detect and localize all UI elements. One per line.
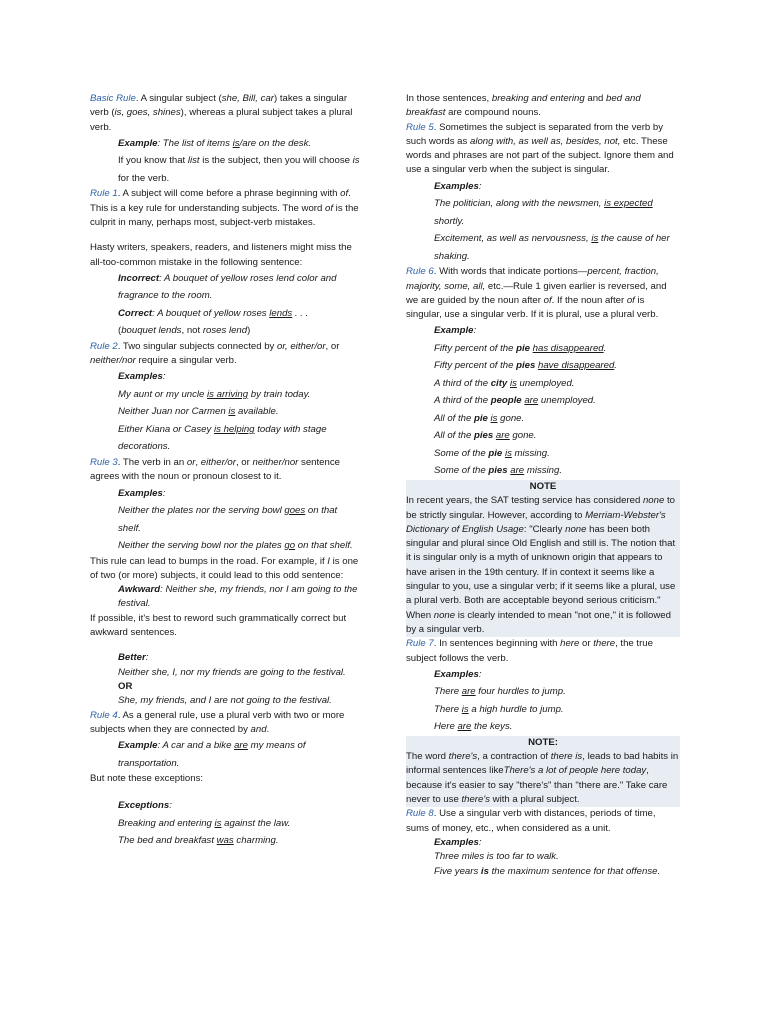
rule-6-example: Fifty percent of the pie has disappeared.: [434, 342, 607, 354]
rule-8-example-1: Three miles is too far to walk.: [434, 851, 559, 863]
rule-4-paragraph: Rule 4. As a general rule, use a plural verb with two or more subjects when they are connected by and.: [90, 709, 345, 735]
rule-2-label: Rule 2: [90, 340, 118, 352]
exception-1: Breaking and entering is against the law.: [118, 817, 291, 829]
rule-7-label: Rule 7: [406, 638, 434, 650]
rule-8-label: Rule 8: [406, 808, 434, 820]
bouquet-note: (bouquet lends, not roses lend): [118, 325, 251, 337]
note-title: NOTE:: [528, 736, 558, 748]
basic-rule-example: Example: The list of items is/are on the desk.: [118, 137, 312, 149]
rule-7-examples-label: Examples:: [434, 668, 482, 680]
rule-3-example-1: Neither the plates nor the serving bowl goes on that shelf.: [118, 505, 338, 534]
correct-example: Correct: A bouquet of yellow roses lends . . .: [118, 307, 309, 319]
rule-5-examples-label: Examples:: [434, 180, 482, 192]
rule-8-example-2: Five years is the maximum sentence for that offense.: [434, 865, 661, 877]
rule-2-example-1: My aunt or my uncle is arriving by train today.: [118, 388, 311, 400]
or-label: OR: [118, 680, 133, 692]
rule-7-example-3: Here are the keys.: [434, 721, 513, 733]
awkward-example: Awkward: Neither she, my friends, nor I am going to the festival.: [118, 584, 358, 610]
rule-8-examples-label: Examples:: [434, 836, 482, 848]
rule-3-label: Rule 3: [90, 456, 118, 468]
left-column: [90, 92, 362, 850]
rule-6-example: All of the pies are gone.: [434, 430, 537, 442]
rule-5-example-1: The politician, along with the newsmen, is expected shortly.: [434, 198, 653, 227]
note-body: In recent years, the SAT testing service has considered none to be strictly singular. However, according to Merriam-Webster's Dictionary of English Usage: "Clearly none has been both singular and plural since Old English and still is. The notion that it is singular only is a myth of unknown origin that appears to have arisen in the 19th century. If in context it seems like a singular to you, use a singular verb; if it seems like a plural, use a plural verb. Both are acceptable beyond serious criticism." When none is clearly intended to mean "not one," it is followed by a singular verb.: [406, 495, 676, 635]
incorrect-example: Incorrect: A bouquet of yellow roses lend color and fragrance to the room.: [118, 272, 337, 302]
rule-7-paragraph: Rule 7. In sentences beginning with here or there, the true subject follows the verb.: [406, 638, 653, 664]
rule-6-label: Rule 6: [406, 266, 434, 278]
rule-5-paragraph: Rule 5. Sometimes the subject is separated from the verb by such words as along with, as well as, besides, not, etc. These words and phrases are not part of the subject. Ignore them and use a singular verb when the subject is singular.: [406, 121, 674, 176]
reword-paragraph: If possible, it's best to reword such grammatically correct but awkward sentences.: [90, 612, 347, 639]
bumps-paragraph: This rule can lead to bumps in the road. For example, if I is one of two (or more) subjects, it could lead to this odd sentence:: [90, 555, 359, 581]
hasty-writers-paragraph: Hasty writers, speakers, readers, and listeners might miss the all-too-common mistake in the following sentence:: [90, 242, 352, 268]
basic-rule-explanation: If you know that list is the subject, then you will choose is for the verb.: [118, 155, 360, 184]
better-label: Better:: [118, 652, 149, 664]
note-box-none: [406, 480, 680, 637]
better-example: Neither she, I, nor my friends are going to the festival.: [118, 666, 346, 678]
right-column: [406, 92, 680, 879]
rule-6-example: A third of the city is unemployed.: [434, 377, 575, 389]
exception-2: The bed and breakfast was charming.: [118, 835, 279, 847]
rule-4-label: Rule 4: [90, 709, 118, 721]
rule-3-examples-label: Examples:: [118, 487, 166, 499]
rule-6-example-label: Example:: [434, 325, 477, 337]
basic-rule-paragraph: Basic Rule. A singular subject (she, Bill, car) takes a singular verb (is, goes, shines), whereas a plural subject takes a plural verb.: [90, 93, 353, 133]
rule-6-example: Fifty percent of the pies have disappeared.: [434, 360, 617, 372]
or-example: She, my friends, and I are not going to the festival.: [118, 695, 332, 707]
rule-6-example: Some of the pies are missing.: [434, 465, 563, 477]
rule-6-example: Some of the pie is missing.: [434, 447, 550, 459]
rule-7-example-1: There are four hurdles to jump.: [434, 686, 566, 698]
exceptions-intro: But note these exceptions:: [90, 773, 204, 785]
note-box-theres: [406, 736, 680, 807]
rule-5-example-2: Excitement, as well as nervousness, is the cause of her shaking.: [434, 233, 670, 262]
note-title: NOTE: [529, 480, 557, 492]
rule-7-example-2: There is a high hurdle to jump.: [434, 703, 564, 715]
rule-8-paragraph: Rule 8. Use a singular verb with distances, periods of time, sums of money, etc., when considered as a unit.: [406, 808, 656, 834]
rule-1-label: Rule 1: [90, 188, 118, 200]
rule-4-example: Example: A car and a bike are my means of transportation.: [118, 740, 306, 769]
rule-2-example-3: Either Kiana or Casey is helping today with stage decorations.: [118, 423, 327, 453]
rule-6-example: A third of the people are unemployed.: [434, 395, 596, 407]
compound-nouns-paragraph: In those sentences, breaking and entering and bed and breakfast are compound nouns.: [406, 93, 641, 119]
exceptions-label: Exceptions:: [118, 800, 172, 812]
rule-1-paragraph: Rule 1. A subject will come before a phrase beginning with of. This is a key rule for understanding subjects. The word of is the culprit in many, perhaps most, subject-verb mistakes.: [90, 188, 359, 228]
basic-rule-label: Basic Rule: [90, 93, 136, 104]
rule-3-example-2: Neither the serving bowl nor the plates go on that shelf.: [118, 540, 353, 552]
rule-6-example: All of the pie is gone.: [434, 412, 525, 424]
note-body: The word there's, a contraction of there is, leads to bad habits in informal sentences likeThere's a lot of people here today, because it's easier to say "there's" than "there are." Take care never to use there's with a plural subject.: [406, 751, 679, 806]
rule-3-paragraph: Rule 3. The verb in an or, either/or, or neither/nor sentence agrees with the noun or pronoun closest to it.: [90, 456, 340, 483]
rule-5-label: Rule 5: [406, 121, 434, 133]
rule-2-paragraph: Rule 2. Two singular subjects connected by or, either/or, or neither/nor require a singular verb.: [90, 340, 340, 367]
rule-2-examples-label: Examples:: [118, 371, 166, 383]
rule-2-example-2: Neither Juan nor Carmen is available.: [118, 406, 279, 418]
rule-6-paragraph: Rule 6. With words that indicate portions—percent, fraction, majority, some, all, etc.—Rule 1 given earlier is reversed, and we are guided by the noun after of. If the noun after of is singular, use a singular verb. If it is plural, use a plural verb.: [406, 266, 667, 321]
